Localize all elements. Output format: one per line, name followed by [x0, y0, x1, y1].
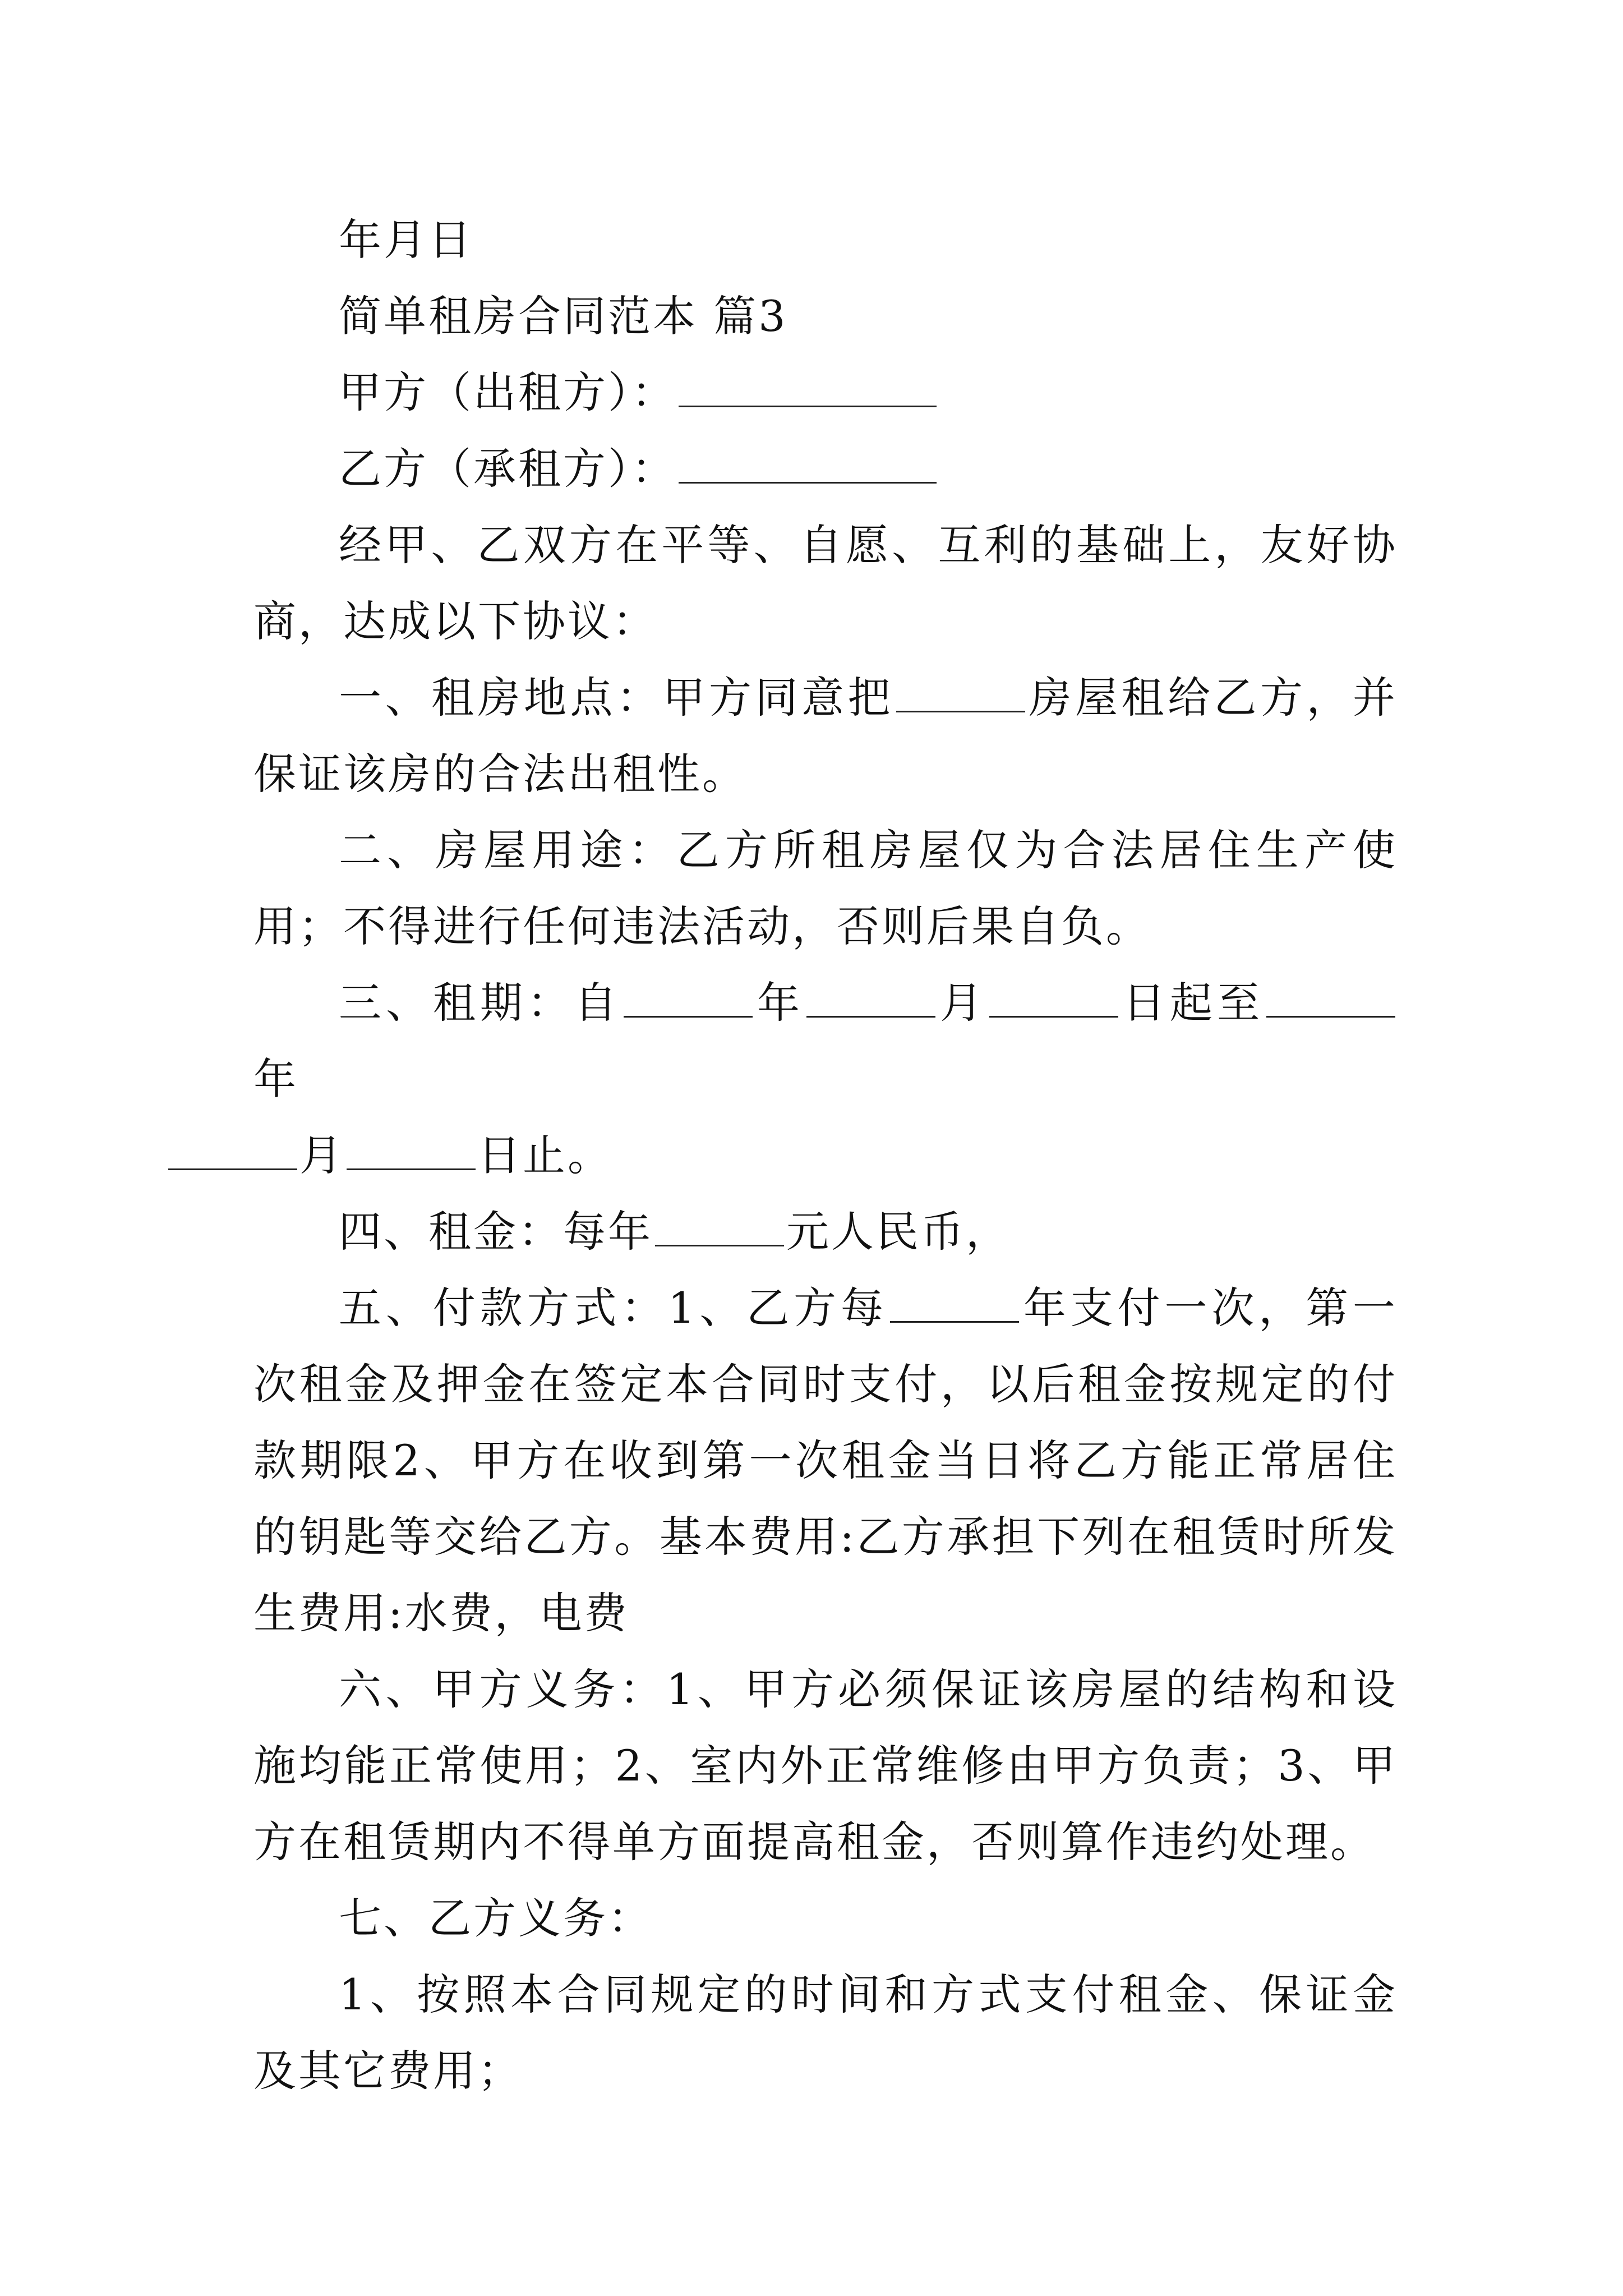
party-a-label: 甲方（出租方）：	[339, 367, 676, 417]
clause-3-text-b: 年	[755, 978, 804, 1028]
party-b-label: 乙方（承租方）：	[339, 444, 676, 494]
clause-3-text-a: 三、租期：自	[339, 978, 621, 1028]
party-b-blank	[679, 443, 937, 484]
clause-5-text-after: 年支付一次，第一次租金及押金在签定本合同时支付，以后租金按规定的付款期限2、甲方在收到第一次租金当日将乙方能正常居住的钥匙等交给乙方。基本费用:乙方承担下列在租赁时所发生费用:水费，电费	[253, 1283, 1398, 1638]
date-line: 年月日	[339, 215, 473, 265]
clause-3-blank-3	[989, 977, 1118, 1018]
clause-5-paragraph	[253, 1270, 1398, 1651]
clause-3-text-c: 月	[938, 978, 987, 1028]
clause-3-blank-4	[1266, 977, 1395, 1018]
party-b-line	[253, 431, 1398, 507]
clause-5-text-before: 五、付款方式：1、乙方每	[339, 1283, 888, 1333]
clause-1-text-after: 房屋租给乙方，并保证该房的合法出租性。	[253, 673, 1398, 799]
clause-5-blank	[890, 1282, 1019, 1323]
clause-3-blank-5	[168, 1129, 297, 1170]
clause-4-text-after: 元人民币，	[786, 1207, 1011, 1257]
intro-paragraph: 经甲、乙双方在平等、自愿、互利的基础上，友好协商，达成以下协议：	[253, 520, 1398, 646]
clause-3-paragraph	[253, 965, 1398, 1194]
party-a-blank	[679, 366, 937, 407]
clause-3-text-f: 月	[299, 1130, 344, 1180]
clause-4-text-before: 四、租金：每年	[339, 1207, 653, 1257]
clause-3-blank-2	[806, 977, 935, 1018]
clause-1-text-before: 一、租房地点：甲方同意把	[339, 673, 894, 723]
clause-3-text-g: 日止。	[478, 1130, 612, 1180]
clause-7-title: 七、乙方义务：	[339, 1893, 653, 1943]
clause-1-paragraph	[253, 660, 1398, 812]
clause-3-blank-1	[624, 977, 753, 1018]
clause-3-text-d: 日起至	[1121, 978, 1264, 1028]
clause-4-paragraph	[253, 1194, 1398, 1270]
clause-3-blank-6	[347, 1129, 476, 1170]
clause-2-paragraph: 二、房屋用途：乙方所租房屋仅为合法居住生产使用；不得进行任何违法活动，否则后果自负。	[253, 825, 1398, 951]
party-a-line	[253, 355, 1398, 431]
clause-4-blank	[655, 1205, 784, 1246]
clause-1-blank	[896, 671, 1025, 712]
clause-7-item-1: 1、按照本合同规定的时间和方式支付租金、保证金及其它费用；	[253, 1970, 1398, 2096]
clause-6-paragraph: 六、甲方义务：1、甲方必须保证该房屋的结构和设施均能正常使用；2、室内外正常维修由甲方负责；3、甲方在租赁期内不得单方面提高租金，否则算作违约处理。	[253, 1664, 1398, 1867]
clause-3-text-e: 年	[253, 1054, 298, 1104]
document-body	[253, 202, 1398, 2109]
section-title: 简单租房合同范本 篇3	[339, 291, 788, 341]
